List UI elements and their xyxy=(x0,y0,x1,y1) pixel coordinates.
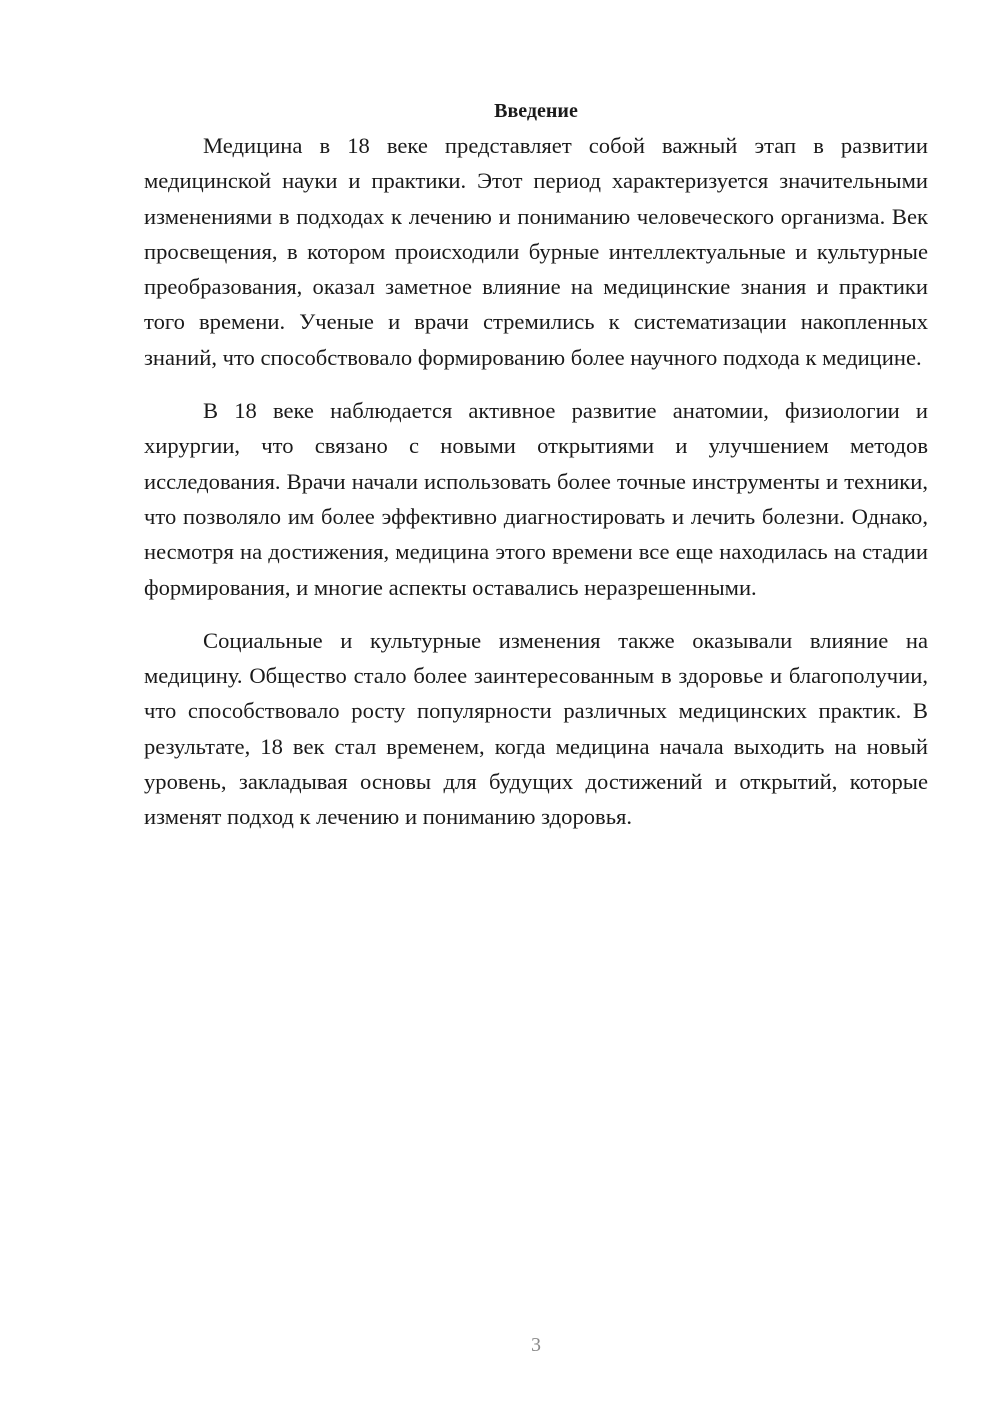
section-title: Введение xyxy=(494,100,578,122)
paragraph-1: Медицина в 18 веке представляет собой важный этап в развитии медицинской науки и практики. Этот период характеризуется значительными изменениями в подходах к лечению и пониманию человеческого организма. Век просвещения, в котором происходили бурные интеллектуальные и культурные преобразования, оказал заметное влияние на медицинские знания и практики того времени. Ученые и врачи стремились к систематизации накопленных знаний, что способствовало формированию более научного подхода к медицине. xyxy=(144,133,928,370)
page-number: 3 xyxy=(531,1334,541,1356)
page-content xyxy=(144,94,928,853)
paragraph-2: В 18 веке наблюдается активное развитие анатомии, физиологии и хирургии, что связано с новыми открытиями и улучшением методов исследования. Врачи начали использовать более точные инструменты и техники, что позволяло им более эффективно диагностировать и лечить болезни. Однако, несмотря на достижения, медицина этого времени все еще находилась на стадии формирования, и многие аспекты оставались неразрешенными. xyxy=(144,398,928,600)
paragraph-3: Социальные и культурные изменения также оказывали влияние на медицину. Общество стало более заинтересованным в здоровье и благополучии, что способствовало росту популярности различных медицинских практик. В результате, 18 век стал временем, когда медицина начала выходить на новый уровень, закладывая основы для будущих достижений и открытий, которые изменят подход к лечению и пониманию здоровья. xyxy=(144,627,928,830)
